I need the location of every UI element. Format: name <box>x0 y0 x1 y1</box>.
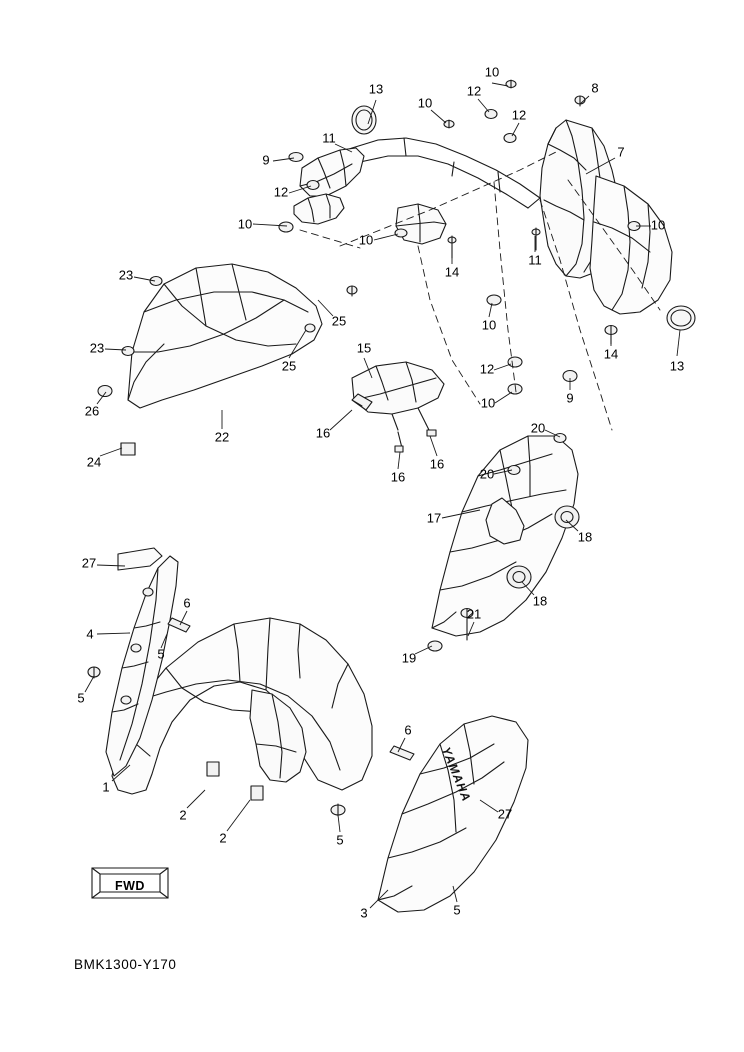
callout-number: 27 <box>497 806 513 822</box>
callout-number: 9 <box>566 390 574 406</box>
leader-line <box>100 448 122 456</box>
callout-number: 12 <box>466 83 482 99</box>
callout-number: 10 <box>358 232 374 248</box>
round-cap-13-right <box>667 306 695 330</box>
callout-number: 27 <box>81 555 97 571</box>
callout-number: 10 <box>650 217 666 233</box>
leader-line <box>431 110 446 123</box>
callout-number: 6 <box>183 595 191 611</box>
callout-number: 13 <box>368 81 384 97</box>
callout-number: 14 <box>444 264 460 280</box>
callout-number: 1 <box>102 779 110 795</box>
callout-number: 19 <box>401 650 417 666</box>
callout-number: 11 <box>322 130 336 146</box>
leader-line <box>227 800 250 831</box>
callout-number: 5 <box>453 902 461 918</box>
callout-number: 2 <box>219 830 227 846</box>
callout-number: 25 <box>281 358 297 374</box>
callout-number: 12 <box>511 107 527 123</box>
leader-line <box>415 646 432 654</box>
clip-24 <box>121 443 135 455</box>
leader-line <box>374 234 398 240</box>
leader-line <box>494 364 511 370</box>
callout-number: 23 <box>118 267 134 283</box>
leader-line <box>318 300 333 316</box>
callout-number: 22 <box>214 429 230 445</box>
yamaha-wordmark: YAMAHA <box>439 745 474 804</box>
leader-line <box>677 330 680 356</box>
leader-line <box>338 815 340 832</box>
callout-number: 10 <box>417 95 433 111</box>
leader-line <box>430 436 437 456</box>
callout-number: 20 <box>479 466 495 482</box>
cover-17 <box>429 436 578 636</box>
callout-number: 12 <box>273 184 289 200</box>
callout-number: 21 <box>466 606 482 622</box>
callout-number: 26 <box>84 403 100 419</box>
callout-number: 10 <box>484 64 500 80</box>
rear-fender-right <box>590 176 672 314</box>
callout-number: 9 <box>262 152 270 168</box>
frame-rails <box>330 138 540 208</box>
callout-number: 5 <box>77 690 85 706</box>
callout-number: 14 <box>603 346 619 362</box>
callout-number: 20 <box>530 420 546 436</box>
callout-number: 17 <box>426 510 442 526</box>
leader-line <box>478 99 489 112</box>
callout-number: 16 <box>315 425 331 441</box>
callout-number: 11 <box>528 252 542 268</box>
callout-number: 7 <box>617 144 625 160</box>
callout-number: 10 <box>237 216 253 232</box>
leader-line <box>330 410 352 430</box>
callout-number: 8 <box>591 80 599 96</box>
callout-number: 16 <box>429 456 445 472</box>
leader-line <box>495 392 512 403</box>
callout-number: 4 <box>86 626 94 642</box>
part-number-code: BMK1300-Y170 <box>74 957 177 972</box>
callout-number: 6 <box>404 722 412 738</box>
upper-left-bracket <box>294 148 364 224</box>
callout-number: 16 <box>390 469 406 485</box>
callout-number: 10 <box>481 317 497 333</box>
centre-bracket-plate <box>396 204 446 244</box>
callout-number: 18 <box>577 529 593 545</box>
leader-line <box>398 452 400 469</box>
callout-number: 23 <box>89 340 105 356</box>
decal-27-left <box>118 548 162 570</box>
leader-line <box>512 123 519 136</box>
callout-number: 12 <box>479 361 495 377</box>
callout-number: 15 <box>356 340 372 356</box>
leader-line <box>97 633 130 634</box>
callout-number: 10 <box>480 395 496 411</box>
callout-number: 13 <box>669 358 685 374</box>
bracket-15 <box>352 362 444 430</box>
callout-number: 25 <box>331 313 347 329</box>
callout-number: 18 <box>532 593 548 609</box>
fwd-label: FWD <box>115 879 145 893</box>
callout-number: 2 <box>179 807 187 823</box>
callout-number: 5 <box>157 646 165 662</box>
leader-line <box>187 790 205 808</box>
callout-number: 24 <box>86 454 102 470</box>
clips-2 <box>207 762 263 800</box>
callout-number: 5 <box>336 832 344 848</box>
leader-line <box>489 303 492 317</box>
leader-line <box>85 676 94 692</box>
callout-number: 3 <box>360 905 368 921</box>
